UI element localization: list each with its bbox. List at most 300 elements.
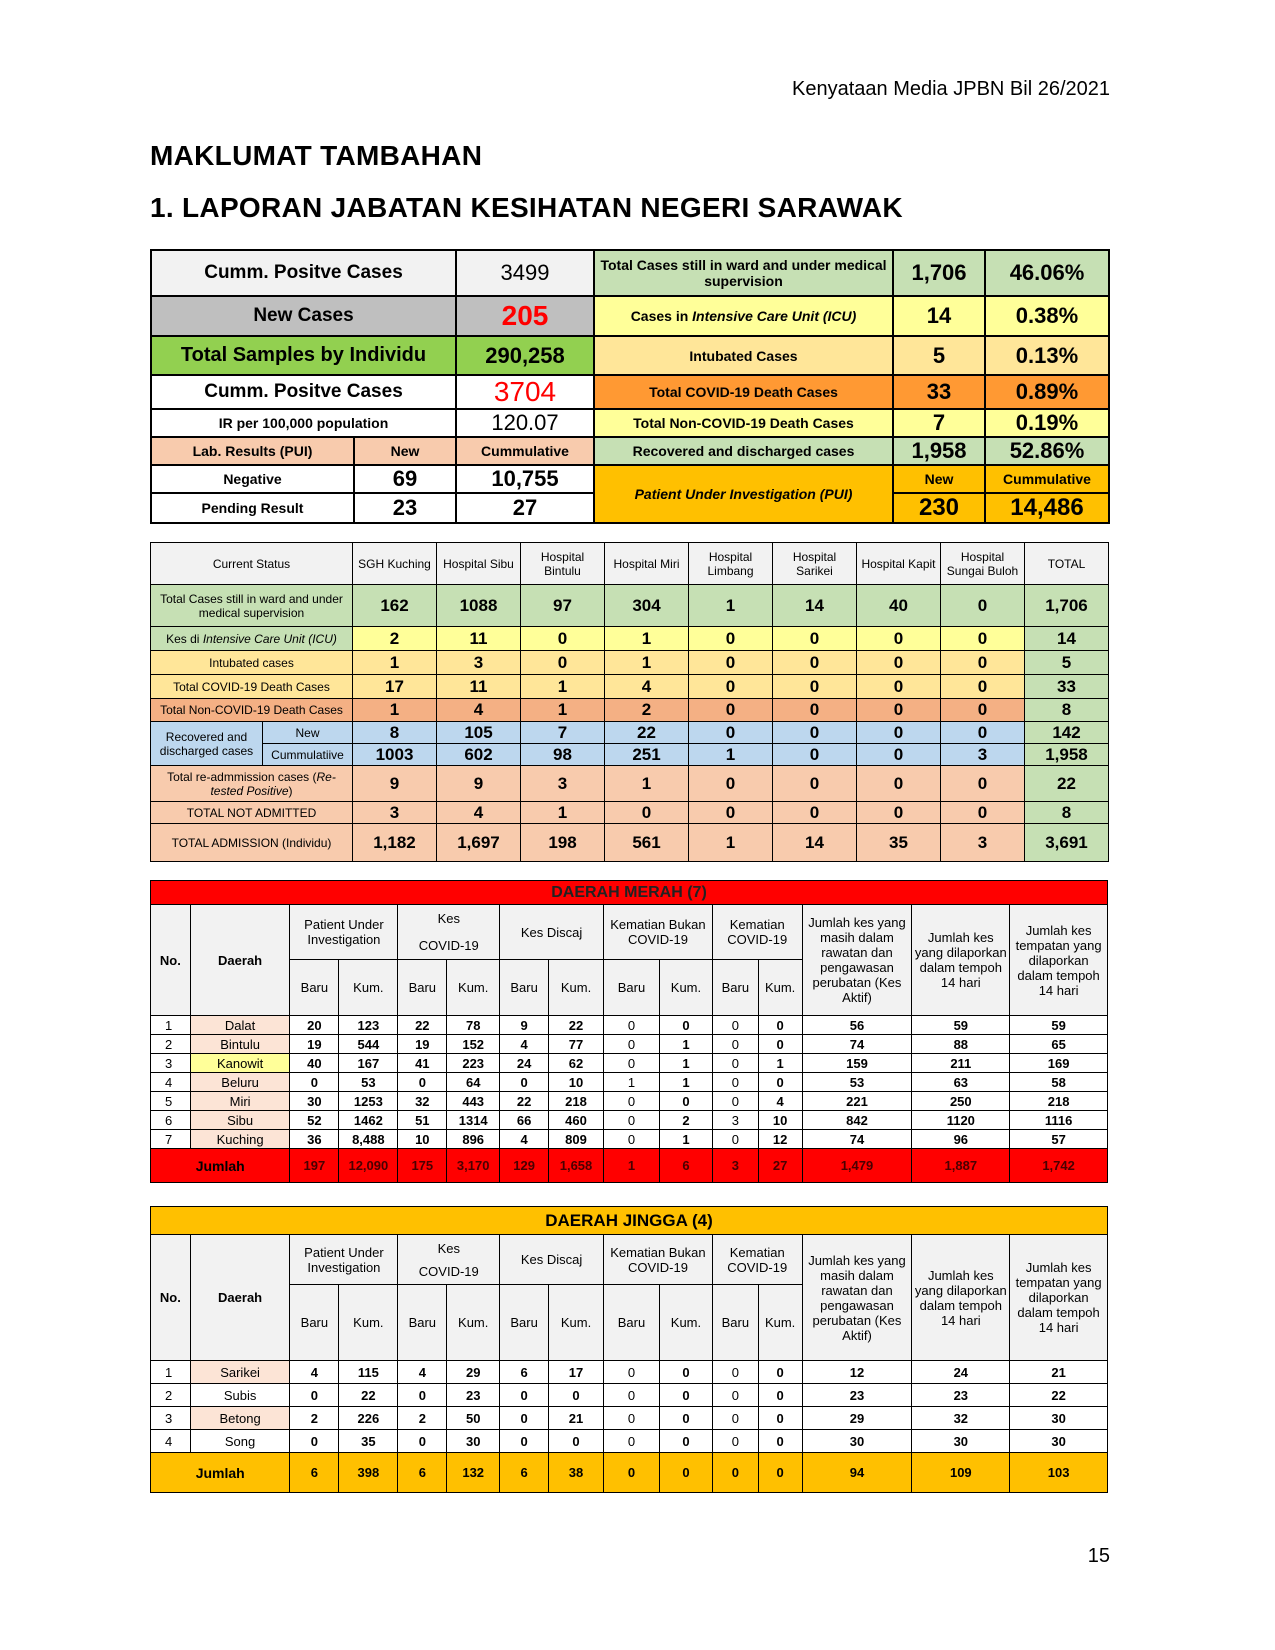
status-row-label: Intubated cases [151,651,353,675]
status-cell: 0 [605,802,689,824]
table-cell: 0 [604,1016,660,1035]
samples-value: 290,258 [456,336,594,375]
status-row-label: Total Cases still in ward and under medical supervision [151,585,353,627]
status-cell: 98 [521,744,605,766]
table-cell: 0 [604,1430,660,1453]
total-label: Jumlah [151,1453,290,1493]
table-cell: 29 [802,1407,912,1430]
status-header: Hospital Limbang [689,543,773,585]
row-number: 7 [151,1130,191,1149]
district-name: Dalat [190,1016,290,1035]
status-cell: 162 [353,585,437,627]
table-cell: 1 [604,1073,660,1092]
table-cell: 1 [659,1073,712,1092]
table-cell: 0 [604,1384,660,1407]
status-cell: 1 [521,675,605,699]
icu-label-pre: Cases in [630,308,693,324]
daerah-jingga-table [150,1206,1108,1493]
status-cell: 0 [773,651,857,675]
pending-label: Pending Result [151,493,354,523]
table-cell: 223 [447,1054,500,1073]
table-cell: 1 [659,1035,712,1054]
col-kum: Kum. [339,1285,398,1361]
status-cell: 1 [605,627,689,651]
status-cell: 1,697 [437,824,521,862]
col-lapor: Jumlah kes yang dilaporkan dalam tempoh 14 hari [912,1235,1010,1361]
table-cell: 0 [712,1054,758,1073]
total-cell: 129 [500,1149,549,1183]
total-cell: 175 [398,1149,447,1183]
table-cell: 0 [712,1130,758,1149]
noncovid-pct: 0.19% [985,409,1109,437]
total-cell: 0 [604,1453,660,1493]
pui-cumm-label: Cummulative [985,465,1109,493]
status-cell: 105 [437,722,521,744]
status-row-intubated [151,651,1109,675]
col-no: No. [151,905,191,1016]
district-name: Beluru [190,1073,290,1092]
status-sub-label: Cummulatiive [263,744,353,766]
status-cell: 1088 [437,585,521,627]
table-cell: 10 [549,1073,604,1092]
total-cell: 1,887 [912,1149,1010,1183]
table-cell: 0 [712,1035,758,1054]
status-cell: 1 [353,699,437,722]
table-row [151,1054,1108,1073]
total-cell: 398 [339,1453,398,1493]
col-kum: Kum. [447,1285,500,1361]
table-cell: 40 [290,1054,339,1073]
table-cell: 0 [604,1130,660,1149]
status-cell: 0 [689,651,773,675]
col-aktif: Jumlah kes yang masih dalam rawatan dan pengawasan perubatan (Kes Aktif) [802,1235,912,1361]
table-cell: 0 [758,1407,802,1430]
table-cell: 12 [802,1361,912,1384]
table-cell: 167 [339,1054,398,1073]
col-no: No. [151,1235,191,1361]
page-number: 15 [1087,1545,1110,1567]
merah-title: DAERAH MERAH (7) [151,881,1108,905]
col-baru: Baru [500,960,549,1016]
death-label: Total COVID-19 Death Cases [594,375,893,409]
table-cell: 22 [549,1016,604,1035]
table-cell: 544 [339,1035,398,1054]
status-cell: 0 [773,722,857,744]
new-cases-label: New Cases [151,296,456,336]
status-cell: 1 [605,651,689,675]
status-row-not-admitted [151,802,1109,824]
table-cell: 6 [500,1361,549,1384]
table-cell: 51 [398,1111,447,1130]
table-cell: 22 [1010,1384,1108,1407]
table-cell: 30 [1010,1430,1108,1453]
table-cell: 30 [1010,1407,1108,1430]
table-cell: 88 [912,1035,1010,1054]
table-cell: 896 [447,1130,500,1149]
status-cell: 0 [773,744,857,766]
table-cell: 50 [447,1407,500,1430]
hospital-status-table [150,542,1109,862]
table-cell: 2 [659,1111,712,1130]
status-cell: 0 [857,722,941,744]
status-cell: 3 [941,824,1025,862]
table-cell: 115 [339,1361,398,1384]
table-cell: 0 [758,1073,802,1092]
table-cell: 57 [1010,1130,1108,1149]
table-row [151,1361,1108,1384]
row-number: 4 [151,1073,191,1092]
lab-cumm-label: Cummulative [456,437,594,465]
table-cell: 0 [758,1384,802,1407]
table-cell: 30 [290,1092,339,1111]
table-row [151,1035,1108,1054]
table-cell: 2 [398,1407,447,1430]
status-row-label [151,627,353,651]
status-cell: 0 [521,651,605,675]
status-row-label: Recovered and discharged cases [151,722,263,766]
lab-new-label: New [354,437,456,465]
noncovid-value: 7 [893,409,985,437]
status-header: Hospital Bintulu [521,543,605,585]
total-cell: 6 [659,1149,712,1183]
table-cell: 30 [447,1430,500,1453]
table-cell: 460 [549,1111,604,1130]
col-bukan: Kematian Bukan COVID-19 [604,1235,713,1285]
pending-new: 23 [354,493,456,523]
table-cell: 0 [500,1384,549,1407]
total-label: Jumlah [151,1149,290,1183]
table-row [151,1092,1108,1111]
status-total-cell: 22 [1025,766,1109,802]
district-name: Sarikei [190,1361,290,1384]
table-cell: 41 [398,1054,447,1073]
table-cell: 65 [1010,1035,1108,1054]
table-cell: 1314 [447,1111,500,1130]
table-cell: 218 [549,1092,604,1111]
status-cell: 14 [773,585,857,627]
status-row-death [151,675,1109,699]
total-cell: 6 [500,1453,549,1493]
status-cell: 1,182 [353,824,437,862]
jingga-title: DAERAH JINGGA (4) [151,1207,1108,1235]
table-cell: 0 [712,1430,758,1453]
status-cell: 9 [353,766,437,802]
status-cell: 1 [521,802,605,824]
col-baru: Baru [712,960,758,1016]
status-cell: 0 [857,802,941,824]
table-cell: 0 [398,1430,447,1453]
status-cell: 1003 [353,744,437,766]
col-kes-line2: COVID-19 [418,938,479,953]
status-row-label [151,766,353,802]
row-number: 1 [151,1016,191,1035]
table-cell: 21 [549,1407,604,1430]
col-tempatan: Jumlah kes tempatan yang dilaporkan dalam tempoh 14 hari [1010,1235,1108,1361]
status-cell: 4 [605,675,689,699]
table-cell: 2 [290,1407,339,1430]
status-header: SGH Kuching [353,543,437,585]
table-cell: 221 [802,1092,912,1111]
table-cell: 53 [802,1073,912,1092]
total-cell: 94 [802,1453,912,1493]
table-cell: 30 [802,1430,912,1453]
district-name: Kuching [190,1130,290,1149]
col-daerah: Daerah [190,1235,290,1361]
status-cell: 40 [857,585,941,627]
status-row-recovered-new [151,722,1109,744]
status-header-row [151,543,1109,585]
status-cell: 17 [353,675,437,699]
negative-new: 69 [354,465,456,493]
status-row-icu [151,627,1109,651]
status-cell: 0 [857,766,941,802]
status-cell: 4 [437,699,521,722]
status-row-label: TOTAL ADMISSION (Individu) [151,824,353,862]
intubated-label: Intubated Cases [594,336,893,375]
table-cell: 1120 [912,1111,1010,1130]
table-cell: 74 [802,1130,912,1149]
status-total-cell: 3,691 [1025,824,1109,862]
table-cell: 0 [500,1430,549,1453]
status-cell: 0 [941,802,1025,824]
status-row-label: Total COVID-19 Death Cases [151,675,353,699]
table-cell: 64 [447,1073,500,1092]
status-cell: 3 [437,651,521,675]
page-title: MAKLUMAT TAMBAHAN [150,140,483,171]
total-cell: 1 [604,1149,660,1183]
total-cell: 3 [712,1149,758,1183]
table-cell: 32 [398,1092,447,1111]
table-cell: 21 [1010,1361,1108,1384]
table-cell: 0 [398,1073,447,1092]
total-cell: 6 [398,1453,447,1493]
col-baru: Baru [290,1285,339,1361]
total-cell: 103 [1010,1453,1108,1493]
table-cell: 59 [912,1016,1010,1035]
col-kum: Kum. [758,960,802,1016]
table-cell: 0 [604,1035,660,1054]
total-cell: 6 [290,1453,339,1493]
status-cell: 2 [353,627,437,651]
status-cell: 3 [941,744,1025,766]
merah-body [151,1016,1108,1183]
table-row [151,1016,1108,1035]
table-cell: 0 [758,1430,802,1453]
status-cell: 0 [773,802,857,824]
table-cell: 0 [659,1092,712,1111]
status-sub-label: New [263,722,353,744]
media-statement-ref: Kenyataan Media JPBN Bil 26/2021 [792,78,1110,100]
total-cell: 197 [290,1149,339,1183]
table-cell: 22 [398,1016,447,1035]
table-cell: 218 [1010,1092,1108,1111]
table-cell: 1 [758,1054,802,1073]
status-total-cell: 8 [1025,699,1109,722]
table-cell: 66 [500,1111,549,1130]
table-cell: 0 [712,1016,758,1035]
total-cell: 3,170 [447,1149,500,1183]
table-cell: 0 [604,1111,660,1130]
col-kematian: Kematian COVID-19 [712,1235,802,1285]
status-cell: 0 [941,675,1025,699]
status-cell: 0 [941,585,1025,627]
negative-cumm: 10,755 [456,465,594,493]
pending-cumm: 27 [456,493,594,523]
table-cell: 74 [802,1035,912,1054]
table-cell: 23 [912,1384,1010,1407]
status-cell: 0 [857,699,941,722]
status-cell: 1 [521,699,605,722]
table-cell: 0 [712,1407,758,1430]
table-cell: 4 [398,1361,447,1384]
table-cell: 20 [290,1016,339,1035]
status-total-cell: 8 [1025,802,1109,824]
table-cell: 0 [604,1361,660,1384]
total-cell: 109 [912,1453,1010,1493]
col-kum: Kum. [447,960,500,1016]
col-aktif: Jumlah kes yang masih dalam rawatan dan pengawasan perubatan (Kes Aktif) [802,905,912,1016]
table-cell: 0 [712,1073,758,1092]
status-cell: 0 [689,766,773,802]
status-cell: 0 [857,675,941,699]
total-cell: 132 [447,1453,500,1493]
col-pui: Patient Under Investigation [290,905,398,960]
col-baru: Baru [500,1285,549,1361]
table-cell: 9 [500,1016,549,1035]
status-header: Hospital Miri [605,543,689,585]
table-cell: 52 [290,1111,339,1130]
cumm-positive-now: 3704 [456,375,594,409]
table-cell: 4 [758,1092,802,1111]
table-cell: 0 [758,1035,802,1054]
table-row [151,1111,1108,1130]
table-cell: 4 [500,1035,549,1054]
status-total-cell: 142 [1025,722,1109,744]
noncovid-label: Total Non-COVID-19 Death Cases [594,409,893,437]
table-cell: 0 [290,1430,339,1453]
total-cell: 0 [758,1453,802,1493]
col-discaj: Kes Discaj [500,905,604,960]
status-cell: 1 [605,766,689,802]
col-tempatan: Jumlah kes tempatan yang dilaporkan dalam tempoh 14 hari [1010,905,1108,1016]
recovered-label: Recovered and discharged cases [594,437,893,465]
status-cell: 0 [689,699,773,722]
district-name: Bintulu [190,1035,290,1054]
status-cell: 4 [437,802,521,824]
table-cell: 77 [549,1035,604,1054]
daerah-merah-table [150,880,1108,1183]
table-cell: 59 [1010,1016,1108,1035]
status-cell: 0 [857,651,941,675]
status-header: Hospital Sibu [437,543,521,585]
col-daerah: Daerah [190,905,290,1016]
status-header: Hospital Sungai Buloh [941,543,1025,585]
col-kes [398,905,500,960]
status-total-cell: 1,958 [1025,744,1109,766]
table-cell: 1 [659,1130,712,1149]
col-kum: Kum. [339,960,398,1016]
pui-new: 230 [893,493,985,523]
status-cell: 0 [689,675,773,699]
status-cell: 251 [605,744,689,766]
pui-cumm: 14,486 [985,493,1109,523]
total-cell: 27 [758,1149,802,1183]
table-cell: 19 [398,1035,447,1054]
pui-new-label: New [893,465,985,493]
table-row [151,1407,1108,1430]
status-cell: 9 [437,766,521,802]
status-cell: 0 [773,699,857,722]
table-cell: 78 [447,1016,500,1035]
new-cases-value: 205 [456,296,594,336]
status-total-cell: 33 [1025,675,1109,699]
total-cell: 0 [659,1453,712,1493]
status-cell: 0 [941,627,1025,651]
district-name: Kanowit [190,1054,290,1073]
row-number: 6 [151,1111,191,1130]
table-cell: 842 [802,1111,912,1130]
table-cell: 0 [549,1384,604,1407]
col-kes-line1: Kes [437,911,460,926]
status-cell: 0 [941,651,1025,675]
table-cell: 24 [500,1054,549,1073]
row-number: 4 [151,1430,191,1453]
total-cell: 38 [549,1453,604,1493]
status-row-readmit [151,766,1109,802]
status-cell: 97 [521,585,605,627]
status-cell: 0 [941,766,1025,802]
district-name: Miri [190,1092,290,1111]
table-cell: 10 [398,1130,447,1149]
status-row-admission [151,824,1109,862]
table-cell: 17 [549,1361,604,1384]
table-cell: 0 [712,1384,758,1407]
table-cell: 226 [339,1407,398,1430]
table-cell: 0 [659,1361,712,1384]
col-baru: Baru [604,960,660,1016]
recovered-value: 1,958 [893,437,985,465]
table-cell: 1253 [339,1092,398,1111]
table-cell: 10 [758,1111,802,1130]
status-cell: 304 [605,585,689,627]
status-row-label: Total Non-COVID-19 Death Cases [151,699,353,722]
row-number: 3 [151,1407,191,1430]
table-cell: 1116 [1010,1111,1108,1130]
total-row [151,1453,1108,1493]
col-kum: Kum. [659,960,712,1016]
status-cell: 561 [605,824,689,862]
row-number: 2 [151,1384,191,1407]
col-kes [398,1235,500,1285]
table-cell: 22 [339,1384,398,1407]
status-cell: 602 [437,744,521,766]
status-cell: 22 [605,722,689,744]
district-name: Song [190,1430,290,1453]
table-cell: 22 [500,1092,549,1111]
col-baru: Baru [604,1285,660,1361]
col-bukan: Kematian Bukan COVID-19 [604,905,713,960]
table-cell: 62 [549,1054,604,1073]
pui-label: Patient Under Investigation (PUI) [594,465,893,523]
col-discaj: Kes Discaj [500,1235,604,1285]
status-row-noncovid [151,699,1109,722]
col-lapor: Jumlah kes yang dilaporkan dalam tempoh 14 hari [912,905,1010,1016]
row-number: 5 [151,1092,191,1111]
status-cell: 1 [689,744,773,766]
table-cell: 1462 [339,1111,398,1130]
status-cell: 14 [773,824,857,862]
status-cell: 11 [437,675,521,699]
